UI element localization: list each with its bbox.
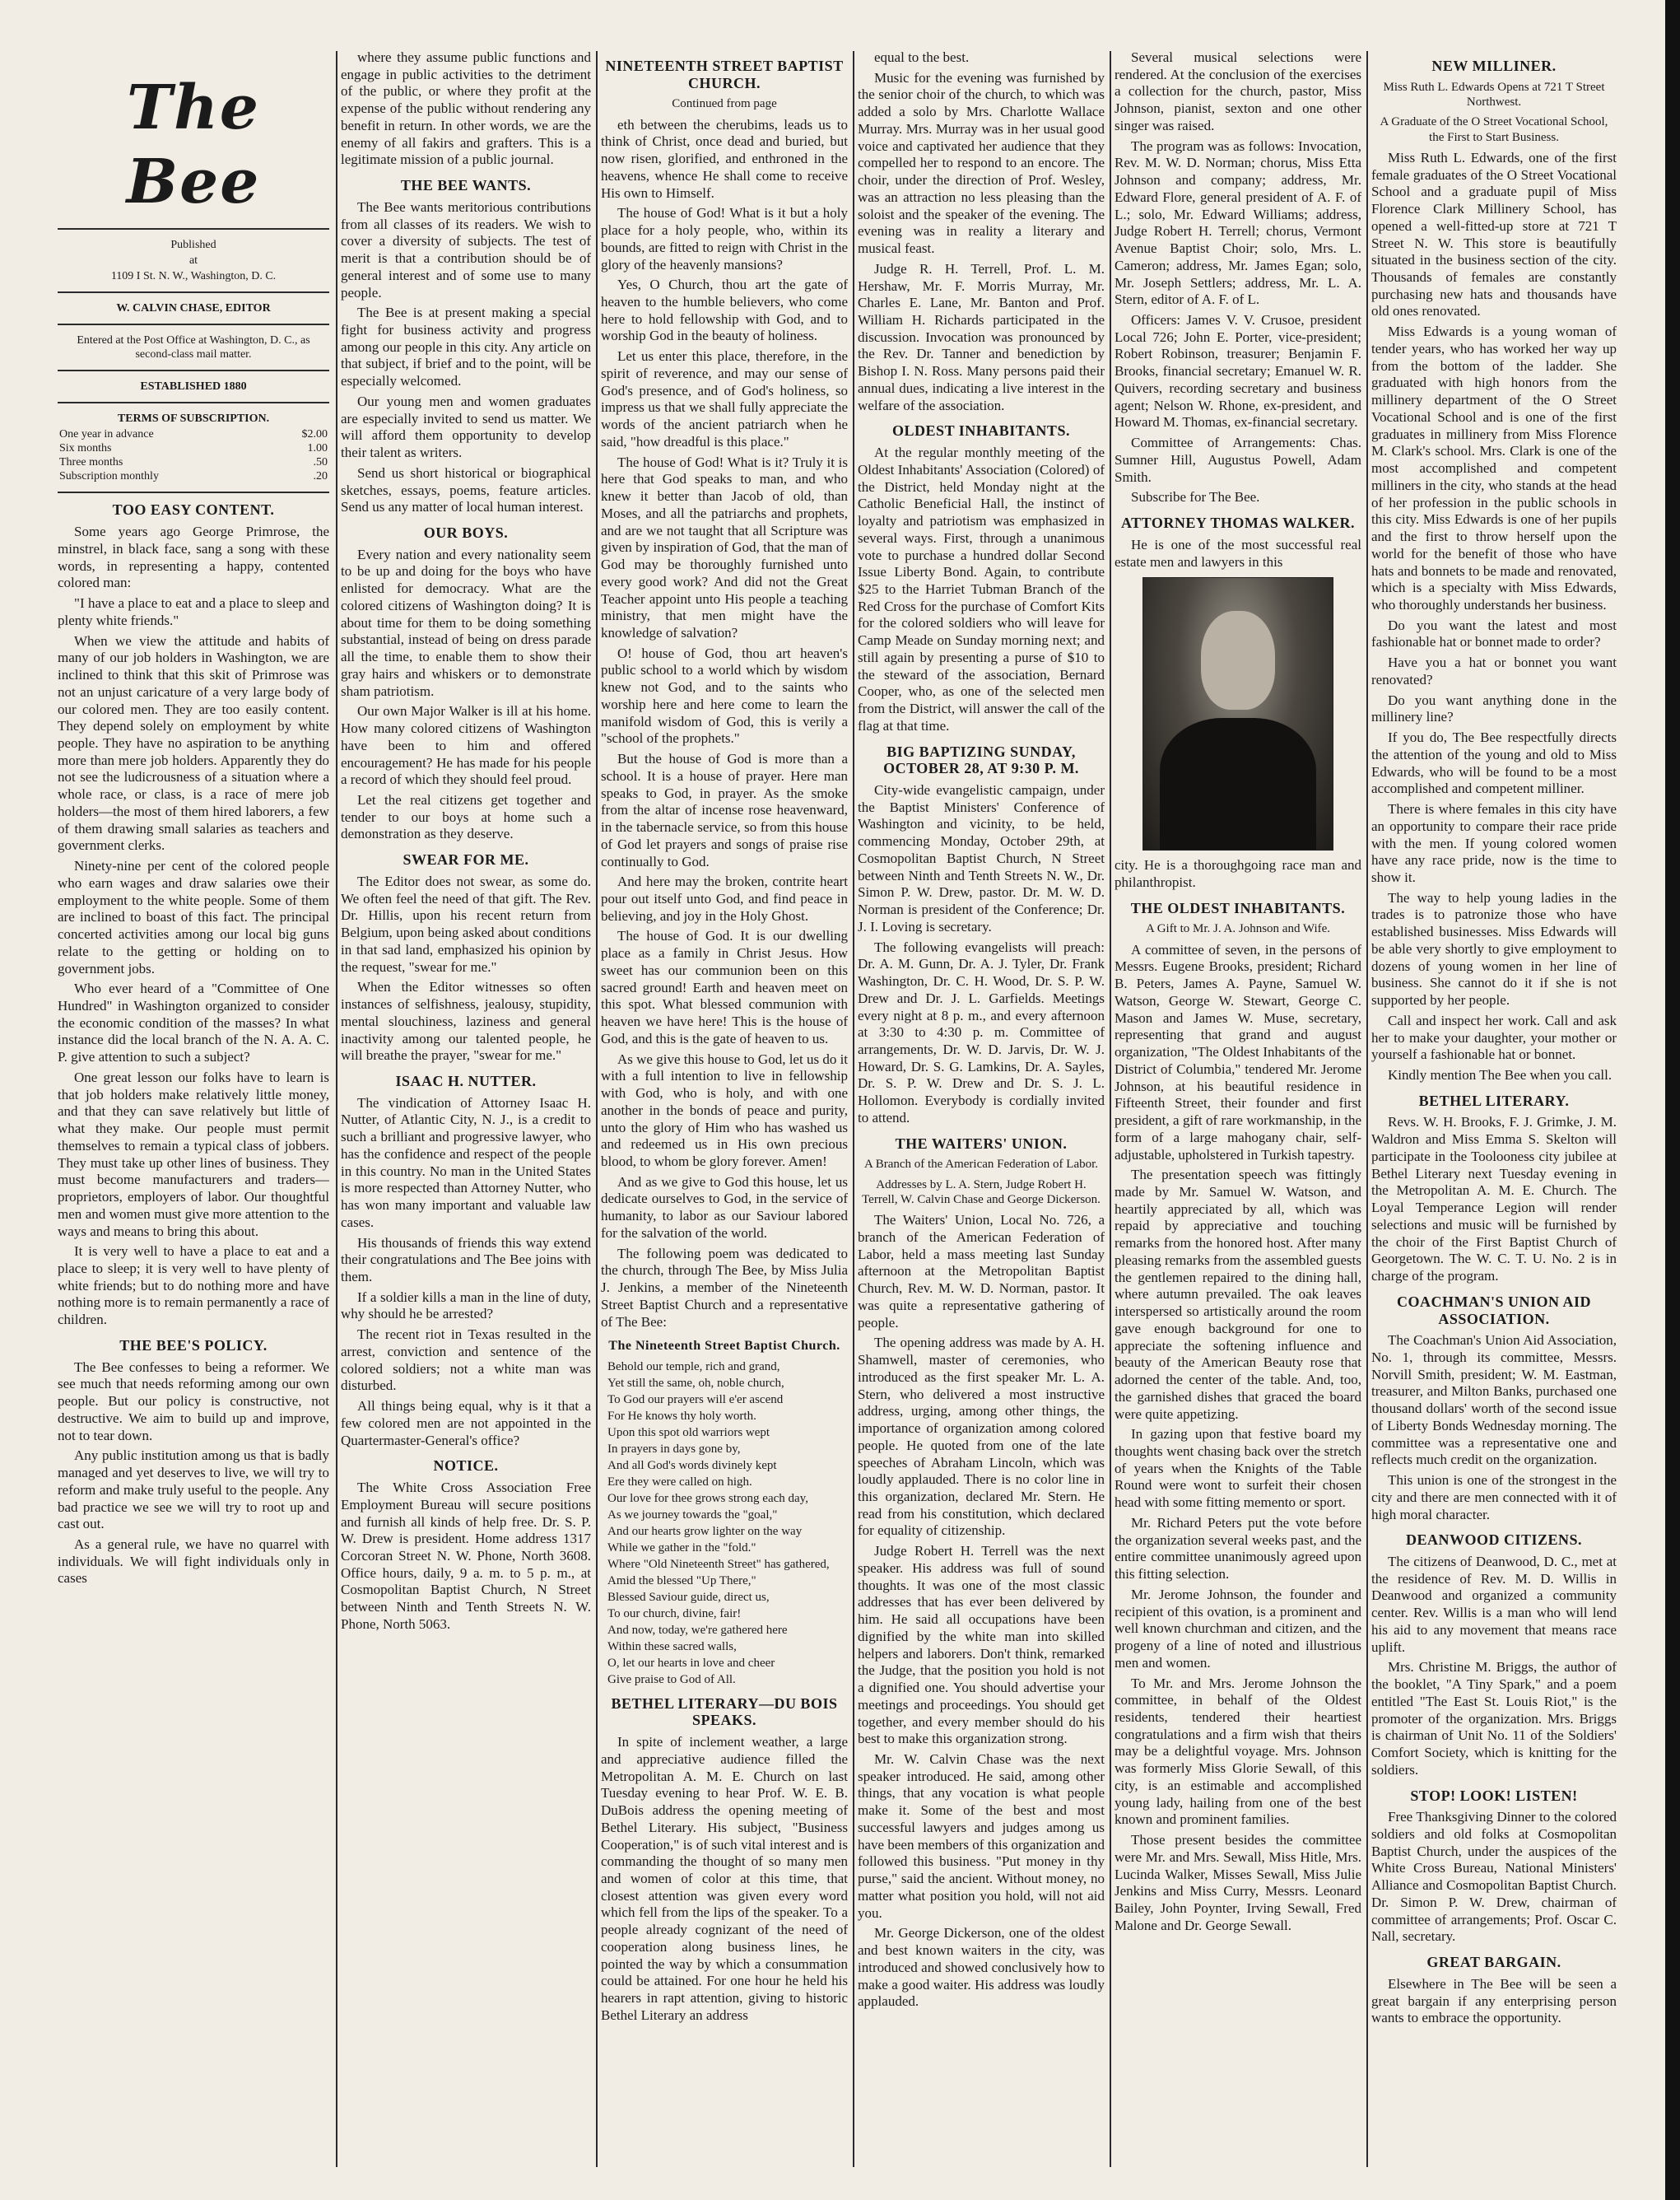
divider (58, 492, 329, 493)
article-body (858, 49, 1105, 414)
paragraph: equal to the best. (874, 49, 970, 65)
subhead-milliner: Miss Ruth L. Edwards Opens at 721 T Street Northwest. (1383, 80, 1605, 109)
column-2 (341, 49, 591, 2175)
article-body (1115, 49, 1361, 506)
terms-label: One year in advance (59, 428, 154, 441)
column-4 (858, 49, 1105, 2175)
headline-bargain: GREAT BARGAIN. (1426, 1954, 1561, 1971)
headline-too-easy: TOO EASY CONTENT. (112, 501, 275, 519)
paragraph: There is where females in this city have an opportunity to compare their race pride with the men. If young colored women have any race pride, now is the time to show it. (1371, 801, 1617, 885)
continued-note: Continued from page (672, 97, 777, 111)
poem-line: Where "Old Nineteenth Street" has gathered, (607, 1557, 830, 1571)
poem-line: Amid the blessed "Up There," (607, 1573, 756, 1587)
portrait-face (1201, 611, 1275, 710)
headline-bethel-literary: BETHEL LITERARY. (1418, 1092, 1570, 1109)
headline-walker: ATTORNEY THOMAS WALKER. (1120, 515, 1356, 532)
poem-line: And all God's words divinely kept (607, 1458, 777, 1472)
paragraph: The Editor does not swear, as some do. We often feel the need of that gift. The Rev. Dr. Hillis, upon his recent return from Belgium, upon being asked about conditions in that sad land, emphasized his opinion by the request, "swear for me." (341, 873, 591, 975)
paragraph: Do you want anything done in the millinery line? (1371, 692, 1617, 725)
paragraph: Mr. George Dickerson, one of the oldest and best known waiters in the city, was introduced and showed conclusively how to make a good waiter. His address was loudly applauded. (858, 1925, 1105, 2010)
poem-line: As we journey towards the "goal," (607, 1508, 778, 1522)
article-body (858, 1212, 1105, 2011)
paragraph: Some years ago George Primrose, the minstrel, in black face, sang a song with these words, in representing a happy, contented colored man: (58, 524, 329, 591)
paragraph: Music for the evening was furnished by the senior choir of the church, to which was added a solo by Mrs. Charlotte Wallace Murray. Mrs. Murray was in her usual good voice and captivated her audience that they compelled her to respond to an encore. The choir, under the direction of Prof. Wesley, was an attraction no less pleasing than the soloist and the speaker of the evening. The evening was in reality a literary and musical feast. (858, 69, 1105, 257)
divider (58, 324, 329, 325)
paragraph: Mr. W. Calvin Chase was the next speaker introduced. He said, among other things, that any vocation is what people make it. Some of the best and most successful lawyers and judges among us have been members of this organization and followed this business. "Put money in thy purse," said the ancient. Without money, no matter what position you hold, will not aid you. (858, 1751, 1105, 1921)
terms-row (58, 427, 329, 441)
paragraph: One great lesson our folks have to learn is that job holders make relatively little money, and that they can save relatively but little of what they make. Our people must permit themselves to remain a typical class of jobbers. They must take up other lines of business. They must become manufacturers and traders—proprietors, employers of labor. Our thoughtful men and women must give more attention to the ways and means to bring this about. (58, 1069, 329, 1239)
headline-nutter: ISAAC H. NUTTER. (395, 1072, 537, 1089)
divider (58, 228, 329, 230)
paragraph: His thousands of friends this way extend their congratulations and The Bee joins with them. (341, 1234, 591, 1285)
article-body (858, 782, 1105, 1127)
poem-line: Behold our temple, rich and grand, (607, 1359, 780, 1373)
paragraph: When we view the attitude and habits of many of our job holders in Washington, we are inclined to think that this skit of Primrose was not an unjust caricature of a very large body of our colored men. They are too easily content. They depend solely on employment by white people. They have no aspiration to be anything more than mere job holders. Apparently they do not see the ludicrousness of a situation where a whole race, or class, is a race of mere job holders—the most of them hired laborers, a few of them drawing small salaries as teachers and government clerks. (58, 632, 329, 854)
paragraph: Let the real citizens get together and tender to our boys at home such a demonstration as they deserve. (341, 792, 591, 842)
paragraph: Mr. Jerome Johnson, the founder and recipient of this ovation, is a prominent and well known churchman and citizen, and the progeny of a line of noted and illustrious men and women. (1115, 1586, 1361, 1671)
article-body (1371, 1809, 1617, 1946)
paragraph: Mr. Richard Peters put the vote before the organization several weeks past, and the entire committee unanimously agreed upon this fitting selection. (1115, 1514, 1361, 1582)
article-body (341, 199, 591, 516)
paragraph: In spite of inclement weather, a large and appreciative audience filled the Metropolitan A. M. E. Church on last Tuesday evening to hear Prof. W. E. B. DuBois address the opening meeting of Bethel Literary. His subject, "Business Cooperation," is of such vital interest and is commanding the thought of so many men and women of color at this time, that closest attention was given every word which fell from the lips of the speaker. To a people already cognizant of the need of cooperation along business lines, he pointed the way by which a consummation could be attained. For one hour he held his hearers in rapt attention, giving to historic Bethel Literary an address (601, 1734, 848, 2023)
poem-line: And our hearts grow lighter on the way (607, 1524, 803, 1538)
subhead-gift: A Gift to Mr. J. A. Johnson and Wife. (1145, 922, 1331, 936)
poem-line: In prayers in days gone by, (607, 1442, 741, 1456)
paragraph: Kindly mention The Bee when you call. (1388, 1067, 1613, 1084)
column-3 (601, 49, 848, 2175)
poem-line: To our church, divine, fair! (607, 1606, 742, 1620)
terms-label: Three months (59, 456, 123, 469)
subhead-waiters-addresses: Addresses by L. A. Stern, Judge Robert H. Terrell, W. Calvin Chase and George Dickerson. (862, 1177, 1101, 1206)
paragraph: Who ever heard of a "Committee of One Hundred" in Washington organized to consider the economic condition of the masses? In what instance did the local branch of the N. A. A. C. P. give attention to such a subject? (58, 981, 329, 1065)
paragraph: Free Thanksgiving Dinner to the colored soldiers and old folks at Cosmopolitan Baptist Church, under the auspices of the White Cross Bureau, National Ministers' Alliance and Cosmopolitan Baptist Church. Dr. Simon P. W. Drew, chairman of committee of arrangements; Prof. Oscar C. Nall, secretary. (1371, 1809, 1617, 1945)
paragraph: Every nation and every nationality seem to be up and doing for the boys who have enlisted for democracy. What are the colored citizens of Washington doing? It is about time for them to be doing something substantial, instead of being on dress parade all the time, to enable them to show their gray hairs and whiskers or to demonstrate sham patriotism. (341, 546, 591, 699)
column-1 (58, 49, 329, 2175)
terms-label: Six months (59, 442, 112, 455)
headline-policy: THE BEE'S POLICY. (119, 1336, 268, 1354)
paragraph: To Mr. and Mrs. Jerome Johnson the committee, in behalf of the Oldest residents, tendered their heartiest congratulations and a firm wish that theirs may be a delightful voyage. Mrs. Johnson was formerly Miss Glorie Sewall, of this city, is an estimable and accomplished young lady, hailing from one of the best known and prominent families. (1115, 1675, 1361, 1828)
poem-line: Ere they were called on high. (607, 1475, 752, 1489)
paragraph: Have you a hat or bonnet you want renovated? (1371, 655, 1617, 688)
article-body (1371, 150, 1617, 1084)
portrait-coat (1160, 718, 1316, 850)
poem-line: O, let our hearts in love and cheer (607, 1656, 775, 1670)
article-body (601, 117, 848, 1331)
paragraph: Miss Ruth L. Edwards, one of the first female graduates of the O Street Vocational School and a graduate pupil of Miss Florence Clark Millinery School, has opened a well-fitted-up store at 721 T Street N. W. This store is beautifully situated in the business section of the city. Thousands of females are constantly purchasing new hats and thousands have old ones renovated. (1371, 149, 1617, 319)
portrait-photo (1142, 577, 1333, 851)
article-body (601, 1734, 848, 2024)
paragraph: The Bee is at present making a special fight for business activity and progress among our people in this city. Any article on that subject, if brief and to the point, will be especially welcomed. (341, 305, 591, 389)
headline-our-boys: OUR BOYS. (423, 524, 509, 542)
paragraph: Officers: James V. V. Crusoe, president Local 726; John E. Porter, vice-president; Robert Robinson, treasurer; Benjamin F. Brooks, financial secretary; Emanuel W. R. Quivers, recording secretary and business agent; Nelson W. Rhone, ex-president, and Howard M. Thomas, ex-financial secretary. (1115, 312, 1361, 431)
article-body (341, 874, 591, 1065)
paragraph: The house of God! What is it but a holy place for a holy people, who, within its bounds, are fitted to reign with Christ in the glory of the heavenly mansions? (601, 205, 848, 273)
headline-swear: SWEAR FOR ME. (403, 851, 529, 869)
paragraph: Ninety-nine per cent of the colored people who earn wages and draw salaries owe their employment to the white people. Some of them are inclined to boast of this fact. The principal concerted activities among our local big guns relate to the getting or holding on to government jobs. (58, 858, 329, 976)
paragraph: As a general rule, we have no quarrel with individuals. We will fight individuals only in cases (58, 1536, 329, 1587)
terms-label: Subscription monthly (59, 470, 159, 483)
paragraph: The Bee confesses to being a reformer. We see much that needs reforming among our own people. But our policy is constructive, not destructive. We aim to build up and improve, not to tear down. (58, 1359, 329, 1443)
paragraph: Our young men and women graduates are especially invited to send us matter. We will afford them opportunity to develop their talent as writers. (341, 393, 591, 461)
terms-title: TERMS OF SUBSCRIPTION. (117, 412, 270, 426)
paragraph: The following poem was dedicated to the church, through The Bee, by Miss Julia J. Jenkins, a member of the Nineteenth Street Baptist Church and a representative of The Bee: (601, 1245, 848, 1330)
terms-price: .20 (313, 470, 328, 483)
headline-oldest: OLDEST INHABITANTS. (892, 422, 1070, 440)
paragraph: Do you want the latest and most fashionable hat or bonnet made to order? (1371, 617, 1617, 650)
headline-bethel-dubois: BETHEL LITERARY—DU BOIS SPEAKS. (611, 1694, 838, 1729)
headline-waiters: THE WAITERS' UNION. (895, 1135, 1068, 1152)
article-body (341, 49, 591, 169)
walker-intro: He is one of the most successful real estate men and lawyers in this (1115, 536, 1361, 570)
paragraph: Mrs. Christine M. Briggs, the author of the booklet, "A Tiny Spark," and a poem entitled "The East St. Louis Riot," is the promoter of the organization. Mrs. Briggs is chairman of Unit No. 11 of the Soldiers' Comfort Society, which is knitting for the soldiers. (1371, 1659, 1617, 1778)
article-body (341, 1095, 591, 1450)
paragraph: Any public institution among us that is badly managed and yet deserves to live, we will try to reform and make truly useful to the people. Any bad practice we see we will try to root up and cast out. (58, 1447, 329, 1532)
at-label: at (188, 254, 198, 267)
headline-bee-wants: THE BEE WANTS. (400, 177, 532, 194)
paragraph: Miss Edwards is a young woman of tender years, who has worked her way up from the bottom of the ladder. She graduated with high honors from the millinery department of the O Street Vocational School and is one of the first graduates in millinery from Miss Florence M. Clark's school. Mrs. Clark is one of the most accomplished and competent milliners in the city, who stands at the head of her profession in the public schools in this city. Miss Edwards is one of her pupils and the first to throw herself upon the world for the benefit of those who have hats and bonnets to be made and renovated, which is a specialty with Miss Edwards, who thoroughly understands her business. (1371, 324, 1617, 613)
poem-line: And now, today, we're gathered here (607, 1623, 788, 1637)
paragraph: The citizens of Deanwood, D. C., met at the residence of Rev. M. D. Willis in Deanwood and organized a community center. Rev. Willis is a man who will lend his aid to any movement that means race uplift. (1371, 1553, 1617, 1655)
paragraph: The following evangelists will preach: Dr. A. M. Gunn, Dr. A. J. Tyler, Dr. Frank Washington, Dr. C. H. Wood, Dr. S. P. W. Drew and Dr. J. L. Garfields. Meetings every night at 8 p. m., and every afternoon at 3:30 to 4:30 p. m. Committee of arrangements, Dr. W. D. Jarvis, Dr. W. J. Howard, Dr. S. G. Lamkins, Dr. A. Sayles, Dr. S. P. W. Drew and Dr. S. J. L. Hollomon. Everybody is cordially invited to attend. (858, 939, 1105, 1126)
published-label: Published (170, 238, 216, 251)
paragraph: Those present besides the committee were Mr. and Mrs. Sewall, Miss Hitle, Mrs. Lucinda Walker, Misses Sewall, Miss Julie Jenkins and Miss Curry, Messrs. Leonard Bailey, John Poynter, Irving Sewall, Fred Malone and Dr. George Sewall. (1115, 1832, 1361, 1933)
postal-entry: Entered at the Post Office at Washington, D. C., as second-class mail matter. (77, 333, 310, 361)
paragraph: But the house of God is more than a school. It is a house of prayer. Here man speaks to God, in prayer. As the smoke from the altar of incense rose heavenward, in the tabernacle service, so from this house of God let prayers and songs of praise rise continually to God. (601, 751, 848, 869)
divider (58, 291, 329, 293)
paragraph: The house of God! What is it? Truly it is here that God speaks to man, and who knew it better than Jacob of old, than Moses, and all the patriarchs and prophets, and are we not taught that all Scripture was given by inspiration of God, that the man of God may be thoroughly furnished unto every good work? And did not the Great Teacher appoint unto His people a teaching ministry, that men might have the knowledge of salvation? (601, 454, 848, 641)
paragraph: The vindication of Attorney Isaac H. Nutter, of Atlantic City, N. J., is a credit to such a brilliant and progressive lawyer, who has the confidence and respect of the people in this country. No man in the United States is more respected than Attorney Nutter, who has won many important and valuable law cases. (341, 1094, 591, 1230)
divider (58, 370, 329, 371)
headline-coachman: COACHMAN'S UNION AID ASSOCIATION. (1396, 1293, 1591, 1327)
paragraph: The Waiters' Union, Local No. 726, a branch of the American Federation of Labor, held a mass meeting last Sunday afternoon at the Metropolitan Baptist Church, Rev. M. W. D. Norman, pastor. It was quite a representative gathering of people. (858, 1212, 1105, 1331)
paragraph: It is very well to have a place to eat and a place to sleep; it is very well to have plenty of white friends; but to do nothing more and have nothing more is to remain permanently a race of children. (58, 1243, 329, 1328)
terms-price: .50 (313, 456, 328, 469)
subhead-waiters: A Branch of the American Federation of Labor. (863, 1158, 1099, 1172)
terms-table (58, 427, 329, 483)
terms-price: $2.00 (301, 428, 328, 441)
poem-line: Our love for thee grows strong each day, (607, 1491, 808, 1505)
paragraph: And as we give to God this house, let us dedicate ourselves to God, in the service of humanity, to labor as our Saviour labored for the salvation of the world. (601, 1173, 848, 1241)
article-body (1371, 1554, 1617, 1779)
paragraph: If you do, The Bee respectfully directs the attention of the young and old to Miss Edwards, who will be found to be a most accomplished and competent milliner. (1371, 729, 1617, 797)
column-rule (853, 51, 854, 2167)
paragraph: The recent riot in Texas resulted in the arrest, conviction and sentence of the colored soldiers; not a white man was disturbed. (341, 1326, 591, 1394)
column-6 (1371, 49, 1617, 2175)
masthead-title: The Bee (126, 72, 261, 218)
scan-edge (1665, 0, 1680, 2200)
column-rule (1366, 51, 1368, 2167)
paragraph: The house of God. It is our dwelling place as a family in Christ Jesus. How sweet has our communion been on this sacred ground! Earth and heaven meet on this spot. What blessed communion with heaven we have here! This is the house of God, and this is the gate of heaven to us. (601, 928, 848, 1046)
paragraph: A committee of seven, in the persons of Messrs. Eugene Brooks, president; Richard B. Peters, James A. Payne, Samuel W. Watson, George W. Stewart, George C. Mason and James W. Muse, secretary, representing that grand and august organization, "The Oldest Inhabitants of the District of Columbia," tendered Mr. Jerome Johnson, at his beautiful residence in Fifteenth Street, their founder and first president, a gift of rare workmanship, in the form of a large mahogany chair, self-adjustable, upholstered in Turkish tapestry. (1115, 941, 1361, 1163)
paragraph: The Coachman's Union Aid Association, No. 1, through its committee, Messrs. Norvill Smith, president; W. M. Eastman, treasurer, and Milton Banks, purchased one thousand dollars' worth of the second issue of Liberty Bonds Wednesday morning. The committee was a representative one and reflects much credit on the organization. (1371, 1332, 1617, 1468)
subhead-milliner-graduate: A Graduate of the O Street Vocational School, the First to Start Business. (1380, 115, 1608, 144)
paragraph: The opening address was made by A. H. Shamwell, master of ceremonies, who introduced as the first speaker Mr. L. A. Stern, who delivered a most instructive address, urging, among other things, the importance of organization among colored people. He quoted from one of the late speeches of Abraham Lincoln, which was loudly applauded. There is no color line in this organization, declared Mr. Stern. He read from his constitution, which declared for equality of citizenship. (858, 1335, 1105, 1539)
paragraph: As we give this house to God, let us do it with a full intention to live in fellowship with God, who is holy, and with one another in the bonds of peace and purity, unto the glory of Him who has washed us and redeemed us in His own precious blood, to whom be glory forever. Amen! (601, 1051, 848, 1169)
terms-row (58, 469, 329, 483)
headline-stop-look: STOP! LOOK! LISTEN! (1410, 1787, 1578, 1804)
paragraph: Let us enter this place, therefore, in the spirit of reverence, and may our sense of God's presence, and of God's holiness, so impress us that we shall fully appreciate the words of the ancient patriarch when he said, "how dreadful is this place." (601, 348, 848, 450)
paragraph: Revs. W. H. Brooks, F. J. Grimke, J. M. Waldron and Miss Emma S. Skelton will participate in the Toolooness city jubilee at Bethel Literary next Tuesday evening in the Metropolitan A. M. E. Church. The Loyal Temperance Legion will render selections and music will be furnished by the choir of the First Baptist Church of Georgetown. The W. C. T. U. No. 2 is in charge of the program. (1371, 1114, 1617, 1284)
article-body (858, 445, 1105, 734)
paragraph: The Bee wants meritorious contributions from all classes of its readers. We wish to cover a diversity of subjects. The test of merit is that a contribution should be of general interest and of some use to many people. (341, 198, 591, 301)
paragraph: When the Editor witnesses so often instances of selfishness, jealousy, stupidity, mental slouchiness, laziness and general inactivity among our talented people, he will breathe the prayer, "swear for me." (341, 979, 591, 1064)
established-year: ESTABLISHED 1880 (140, 380, 247, 393)
poem-line: To God our prayers will e'er ascend (607, 1392, 784, 1406)
poem-line: Yet still the same, oh, noble church, (607, 1376, 784, 1390)
office-address: 1109 I St. N. W., Washington, D. C. (110, 269, 277, 282)
paragraph: City-wide evangelistic campaign, under the Baptist Ministers' Conference of Washington and vicinity, to be held, commencing Monday, October 29th, at Cosmopolitan Baptist Church, N Street between Ninth and Tenth Streets N. W., Dr. Simon P. W. Drew, pastor. Dr. M. W. D. Norman is president of the Conference; Dr. J. I. Loving is secretary. (858, 781, 1105, 935)
paragraph: All things being equal, why is it that a few colored men are not appointed in the Quartermaster-General's office? (341, 1398, 591, 1448)
paragraph: Committee of Arrangements: Chas. Sumner Hill, Augustus Powell, Adam Smith. (1115, 435, 1361, 485)
headline-baptizing: BIG BAPTIZING SUNDAY, OCTOBER 28, AT 9:30 P. M. (883, 743, 1079, 777)
paragraph: O! house of God, thou art heaven's public school to a world which by wisdom knew not God, and to the saints who worship here and here come to learn the manifold wisdom of God, this is verily a "school of the prophets." (601, 645, 848, 747)
paragraph: "I have a place to eat and a place to sleep and plenty white friends." (58, 595, 329, 628)
paragraph: The way to help young ladies in the trades is to patronize those who have established businesses. Miss Edwards will be able very shortly to give employment to dozens of young women in her line of business. She cannot do it if she is not supported by her people. (1371, 889, 1617, 1009)
paragraph: Call and inspect her work. Call and ask her to make your daughter, your mother or yourself a fashionable hat or bonnet. (1371, 1012, 1617, 1063)
paragraph: In gazing upon that festive board my thoughts went chasing back over the stretch of years when the Knights of the Table Round were wont to surfeit their chosen head with some fitting memento or sport. (1115, 1426, 1361, 1511)
paragraph: The program was as follows: Invocation, Rev. M. W. D. Norman; chorus, Miss Etta Johnson and company; address, Mr. Edward Flore, general president of A. F. of L.; solo, Mr. Edward Williams; address, Judge Robert H. Terrell; chorus, Vermont Avenue Baptist Choir; solo, Mrs. L. Cameron; address, Mr. James Egan; solo, Mr. Joseph Settlers; address, Mr. L. A. Stern, editor of A. F. of L. (1115, 138, 1361, 308)
editor-name: W. CALVIN CHASE, EDITOR (116, 301, 271, 315)
poem-line: For He knows thy holy worth. (607, 1409, 756, 1423)
article-body (341, 1480, 591, 1634)
headline-oldest-inhabitants: THE OLDEST INHABITANTS. (1130, 899, 1346, 916)
paragraph: Subscribe for The Bee. (1131, 489, 1260, 506)
poem-line: Within these sacred walls, (607, 1639, 737, 1653)
paragraph: If a soldier kills a man in the line of duty, why should he be arrested? (341, 1289, 591, 1322)
paragraph: Judge R. H. Terrell, Prof. L. M. Hershaw, Mr. F. Morris Murray, Mr. Charles E. Lane, Mr. Banton and Prof. William H. Richards participated in the discussion. Invocation was pronounced by the Rev. Dr. Tanner and benediction by Bishop I. N. Ross. Many persons paid their annual dues, indicating a live interest in the welfare of the association. (858, 260, 1105, 413)
article-body (58, 1359, 329, 1588)
article-body (58, 524, 329, 1329)
paragraph: And here may the broken, contrite heart pour out itself unto God, and find peace in believing, and joy in the Holy Ghost. (601, 874, 848, 924)
paragraph: The presentation speech was fittingly made by Mr. Samuel W. Watson, and heartily appreciated by all, which was repaid by appreciative and touching remarks from the honored host. After many pleasing remarks from the assembled guests the gentlemen repaired to the dining hall, where autumn prevailed. The oak leaves interspersed so artistically around the room gave enough background for one to appreciate the softening influence and beauty of the American Beauty rose that adorned the center of the table. And, too, the garnished dishes that graced the board were quite appetizing. (1115, 1167, 1361, 1422)
poem-line: Give praise to God of All. (607, 1672, 736, 1686)
article-body (1115, 942, 1361, 1935)
headline-church: NINETEENTH STREET BAPTIST CHURCH. (605, 58, 844, 91)
poem-title: The Nineteenth Street Baptist Church. (608, 1339, 840, 1354)
poem-body (601, 1359, 848, 1687)
paragraph: Several musical selections were rendered. At the conclusion of the exercises a collection for the church, pastor, Miss Johnson, pianist, sexton and one other singer was raised. (1115, 49, 1361, 133)
article-body (341, 547, 591, 843)
headline-notice: NOTICE. (433, 1457, 499, 1475)
column-rule (336, 51, 337, 2167)
terms-row (58, 455, 329, 469)
paragraph: Our own Major Walker is ill at his home. How many colored citizens of Washington have been to him and offered encouragement? He has made for his people a record of which they should feel proud. (341, 703, 591, 788)
paragraph: The White Cross Association Free Employment Bureau will secure positions and furnish all kinds of help free. Dr. S. P. W. Drew is president. Home address 1317 Corcoran Street N. W. Phone, North 3608. Office hours, daily, 9 a. m. to 5 p. m., at Cosmopolitan Baptist Church, N Street between Ninth and Tenth Streets N. W. Phone, North 5063. (341, 1480, 591, 1632)
poem-line: Blessed Saviour guide, direct us, (607, 1590, 770, 1604)
paragraph: Judge Robert H. Terrell was the next speaker. His address was full of sound thoughts. It was one of the most classic addresses that has ever been delivered by him. He said all occupations have been dignified by the white man into skilled helpers and laborers. Don't think, remarked the Judge, that the position you hold is not a dignified one. You should advertise your meetings and proceedings. You should get together, and every member should do his best to make this organization strong. (858, 1543, 1105, 1747)
column-5 (1115, 49, 1361, 2175)
paragraph: where they assume public functions and engage in public activities to the detriment of the public, or where they profit at the expense of the public without rendering any benefit in return. In other words, we are the enemy of all fakirs and grafters. This is a legitimate mission of a public journal. (341, 49, 591, 168)
paragraph: Elsewhere in The Bee will be seen a great bargain if any enterprising person wants to embrace the opportunity. (1371, 1975, 1617, 2026)
paragraph: Send us short historical or biographical sketches, essays, poems, feature articles. Send us any matter of local human interest. (341, 464, 591, 515)
poem-line: Upon this spot old warriors wept (607, 1425, 770, 1439)
walker-caption: city. He is a thoroughgoing race man and philanthropist. (1115, 857, 1361, 890)
article-body (1371, 1114, 1617, 1284)
paragraph: This union is one of the strongest in the city and there are men connected with it of high moral character. (1371, 1472, 1617, 1522)
terms-row (58, 441, 329, 455)
headline-deanwood: DEANWOOD CITIZENS. (1405, 1531, 1583, 1549)
paragraph: eth between the cherubims, leads us to think of Christ, once dead and buried, but now risen, glorified, and enthroned in the heavens, whence He shall come to receive His own to Himself. (601, 116, 848, 201)
article-body (1371, 1976, 1617, 2027)
article-body (1371, 1332, 1617, 1523)
poem-line: While we gather in the "fold." (607, 1540, 756, 1554)
paragraph: Yes, O Church, thou art the gate of heaven to the humble believers, who come here to hold fellowship with God, and to worship God in the beauty of holiness. (601, 277, 848, 344)
column-rule (596, 51, 598, 2167)
terms-price: 1.00 (307, 442, 328, 455)
headline-milliner: NEW MILLINER. (1431, 58, 1557, 74)
divider (58, 402, 329, 403)
column-rule (1110, 51, 1111, 2167)
paragraph: At the regular monthly meeting of the Oldest Inhabitants' Association (Colored) of the District, held Monday night at the Catholic Beneficial Hall, the instinct of loyalty and patriotism was emphasized in several ways. First, through a unanimous vote to purchase a hundred dollar Second Issue Liberty Bond. Again, to contribute $25 to the Harriet Tubman Branch of the Red Cross for the purchase of Comfort Kits for the colored soldiers who will leave for Camp Meade on Sunday morning next; and still again by presenting a purse of $10 to the steward of the association, Bernard Cooper, who, as one of the selected men from the District, will answer the call of the flag at that time. (858, 445, 1105, 734)
